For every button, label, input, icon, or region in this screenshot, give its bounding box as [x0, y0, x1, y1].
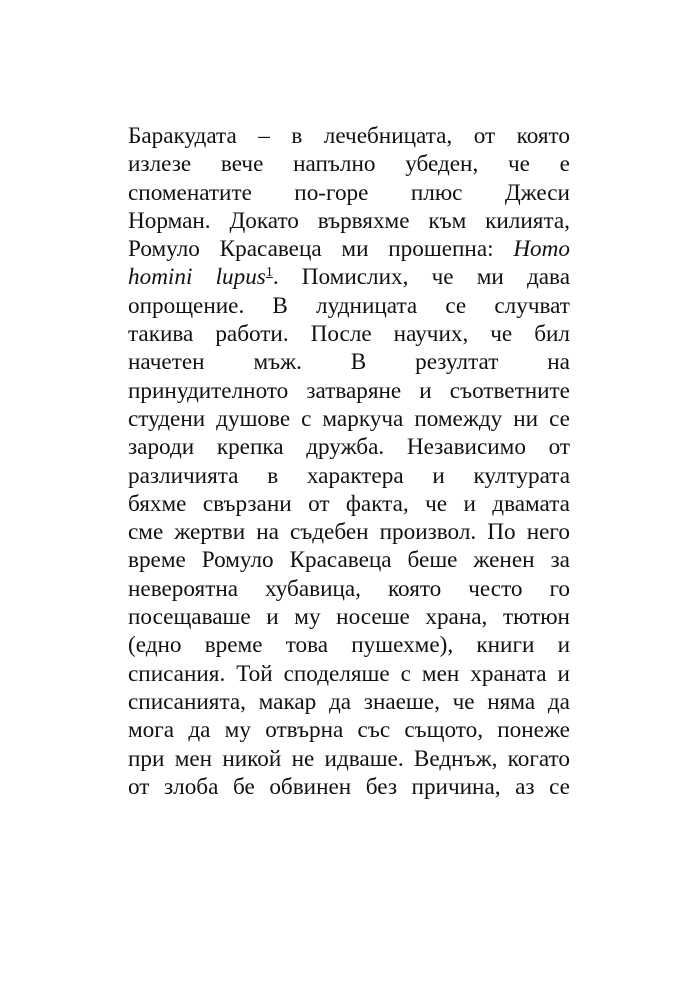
word: маркуча [322, 405, 404, 432]
text-line [128, 263, 570, 291]
word: женен [473, 547, 535, 574]
word: и [557, 632, 570, 659]
word: бе [232, 773, 255, 800]
text-line [128, 405, 570, 433]
word: помежду [414, 405, 503, 432]
word: че [425, 490, 448, 517]
word: свързани [202, 490, 292, 517]
text-line [128, 546, 570, 574]
word: принудителното [128, 377, 289, 404]
text-line [128, 207, 570, 235]
word: в [291, 123, 303, 149]
word: Той [236, 660, 273, 687]
word: и [432, 462, 445, 489]
word: му [294, 604, 321, 631]
word: никой [222, 745, 282, 772]
word: от [548, 434, 570, 461]
word: Докато [229, 207, 299, 234]
word: Веднъж, [413, 745, 498, 772]
word: отвърна [265, 717, 344, 744]
word: жертви [174, 519, 246, 546]
word: същото, [404, 717, 484, 744]
word: излезе [128, 151, 192, 178]
word: злоба [163, 773, 219, 800]
word: че [507, 151, 530, 178]
word: с [301, 405, 312, 432]
text-line [128, 631, 570, 659]
word: и [557, 660, 570, 687]
word: бил [534, 321, 570, 348]
word: на [256, 519, 279, 546]
word: не [291, 745, 315, 772]
word: носеше [336, 604, 410, 631]
word: му [224, 717, 251, 744]
word: обвинен [269, 773, 352, 800]
word: невероятна [128, 575, 239, 602]
word: съдебен [289, 519, 369, 546]
text-line [128, 462, 570, 490]
word: списанията, [128, 688, 246, 715]
word: да [188, 717, 211, 744]
word: храна, [425, 604, 488, 631]
word: работи. [215, 321, 289, 348]
word: знаеше, [363, 688, 440, 715]
word: понеже [497, 717, 570, 744]
latin-phrase: lupus [215, 264, 266, 291]
word: за [550, 547, 570, 574]
word: Ромуло [128, 236, 200, 263]
word: която [516, 123, 570, 149]
word: тютюн [502, 604, 570, 631]
word: на [547, 349, 570, 376]
text-line [128, 716, 570, 744]
word: че [490, 321, 513, 348]
text-line [128, 235, 570, 263]
word: студени [128, 405, 206, 432]
word: По [487, 519, 516, 546]
word: дружба. [306, 434, 385, 461]
word: опрощение. [128, 292, 245, 319]
word: затваряне [306, 377, 402, 404]
word: книги [476, 632, 535, 659]
word: макар [258, 688, 317, 715]
word: често [468, 575, 523, 602]
word: напълно [293, 151, 376, 178]
punctuation: . [272, 264, 279, 291]
word: Красавеца [219, 236, 322, 263]
text-line [128, 660, 570, 688]
word: Норман. [128, 207, 211, 234]
word: хубавица, [265, 575, 361, 602]
word: ми [341, 236, 369, 263]
word: при [128, 745, 165, 772]
word: зароди [128, 434, 195, 461]
text-line [128, 179, 570, 207]
word: културата [473, 462, 570, 489]
word: време [204, 632, 263, 659]
word: да [328, 688, 352, 715]
word: случват [494, 292, 570, 319]
word: килията, [485, 207, 570, 234]
text-line [128, 292, 570, 320]
word: да [547, 688, 570, 715]
word: по-горе [294, 179, 369, 206]
word: него [526, 519, 570, 546]
word: характера [306, 462, 404, 489]
word: резултат [415, 349, 499, 376]
word: Баракудата [128, 123, 237, 149]
word: вървяхме [317, 207, 410, 234]
word: крепка [216, 434, 284, 461]
text-line [128, 575, 570, 603]
word: се [549, 773, 570, 800]
word: с [400, 660, 411, 687]
word: прошепна: [388, 236, 494, 263]
word: научих, [393, 321, 469, 348]
word: произвол. [379, 519, 477, 546]
word: е [559, 151, 570, 178]
word: пушехме), [351, 632, 454, 659]
word: споделяше [283, 660, 390, 687]
word: Красавеца [289, 547, 392, 574]
word: лечебницата, [323, 123, 453, 149]
word: ми [476, 264, 504, 291]
word: Ромуло [201, 547, 274, 574]
latin-phrase: homini [128, 264, 193, 291]
text-line [128, 745, 570, 773]
word: душове [216, 405, 291, 432]
word: факта, [345, 490, 409, 517]
word: мен [174, 745, 213, 772]
word: това [285, 632, 329, 659]
word: идваше. [324, 745, 404, 772]
word: посещаваше [128, 604, 251, 631]
word: и [419, 377, 432, 404]
word: аз [515, 773, 535, 800]
text-line [128, 377, 570, 405]
word: После [310, 321, 372, 348]
word: от [128, 773, 150, 800]
latin-phrase: Homo [513, 236, 570, 263]
word: причина, [411, 773, 501, 800]
word: че [431, 264, 454, 291]
word: В [350, 349, 367, 376]
word: от [308, 490, 330, 517]
word: вече [220, 151, 264, 178]
word: Независимо [406, 434, 526, 461]
word: го [549, 575, 570, 602]
text-line [128, 518, 570, 546]
footnote-link[interactable]: 1 [265, 265, 273, 281]
document-page [128, 122, 570, 801]
word: списания. [128, 660, 226, 687]
word: беше [407, 547, 458, 574]
word: че [452, 688, 475, 715]
word: мога [128, 717, 175, 744]
word: мъж. [253, 349, 302, 376]
word: храната [470, 660, 547, 687]
word: която [387, 575, 442, 602]
word: (едно [128, 632, 182, 659]
text-line [128, 490, 570, 518]
word: сме [128, 519, 164, 546]
word-group [216, 263, 279, 291]
word: ни [513, 405, 539, 432]
word: няма [487, 688, 536, 715]
word: убеден, [405, 151, 479, 178]
text-line [128, 320, 570, 348]
text-line [128, 433, 570, 461]
text-line [128, 773, 570, 801]
word: – [258, 123, 270, 149]
text-line [128, 150, 570, 178]
word: съответните [449, 377, 570, 404]
word: различията [128, 462, 239, 489]
text-line [128, 348, 570, 376]
word: когато [507, 745, 570, 772]
word: Помислих, [301, 264, 409, 291]
word: лудницата [316, 292, 418, 319]
word: плюс [410, 179, 463, 206]
word: начетен [128, 349, 205, 376]
word: В [272, 292, 288, 319]
word: от [473, 123, 496, 149]
word: време [128, 547, 186, 574]
word: и [266, 604, 279, 631]
word: се [445, 292, 467, 319]
text-line [128, 603, 570, 631]
word: се [549, 405, 570, 432]
word: споменатите [128, 179, 252, 206]
word: такива [128, 321, 194, 348]
word: мен [421, 660, 460, 687]
word: двамата [492, 490, 570, 517]
word: бяхме [128, 490, 187, 517]
word: дава [526, 264, 570, 291]
word: към [428, 207, 467, 234]
text-line [128, 688, 570, 716]
word: Джеси [504, 179, 570, 206]
text-line [128, 122, 570, 150]
word: в [267, 462, 279, 489]
word: без [365, 773, 397, 800]
word: със [357, 717, 391, 744]
word: и [463, 490, 476, 517]
